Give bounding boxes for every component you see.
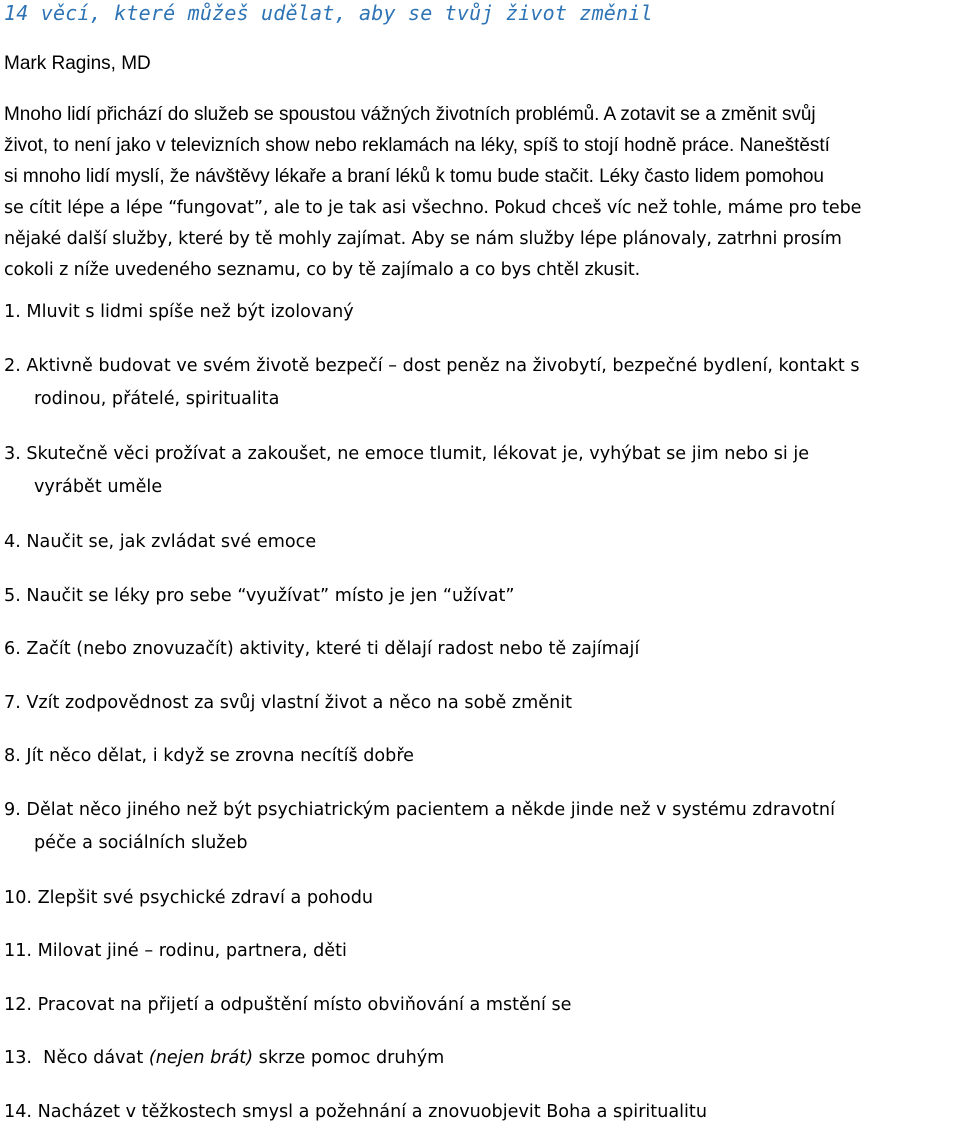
intro-paragraph bbox=[4, 99, 956, 286]
list-item bbox=[4, 687, 956, 720]
list-item bbox=[4, 989, 956, 1022]
item-text: Aktivně budovat ve svém životě bezpečí – dost peněz na živobytí, bezpečné bydlení, kontakt s bbox=[26, 356, 860, 376]
item-number: 2. bbox=[4, 356, 21, 376]
item-text-continued: vyrábět uměle bbox=[34, 477, 163, 497]
list-item bbox=[4, 1042, 956, 1075]
intro-line: Mnoho lidí přichází do služeb se spoustou vážných životních problémů. A zotavit se a změnit svůj bbox=[4, 104, 816, 125]
intro-line: cokoli z níže uvedeného seznamu, co by tě zajímalo a co bys chtěl zkusit. bbox=[4, 260, 641, 281]
item-number: 4. bbox=[4, 532, 21, 552]
item-number: 8. bbox=[4, 746, 21, 766]
intro-line: nějaké další služby, které by tě mohly zajímat. Aby se nám služby lépe plánovaly, zatrhni prosím bbox=[4, 228, 842, 249]
item-text: Začít (nebo znovuzačít) aktivity, které ti dělají radost nebo tě zajímají bbox=[26, 639, 640, 659]
item-text: Milovat jiné – rodinu, partnera, děti bbox=[37, 941, 347, 961]
item-text: Nacházet v těžkostech smysl a požehnání a znovuobjevit Boha a spiritualitu bbox=[37, 1102, 707, 1122]
item-text: Naučit se léky pro sebe “využívat” místo je jen “užívat” bbox=[26, 586, 515, 606]
item-text: Jít něco dělat, i když se zrovna necítíš dobře bbox=[26, 746, 415, 766]
item-number: 1. bbox=[4, 302, 21, 322]
list-item bbox=[4, 882, 956, 915]
list-item bbox=[4, 740, 956, 773]
item-text-part: Něco dávat bbox=[43, 1048, 149, 1068]
item-number: 9. bbox=[4, 800, 21, 820]
item-number: 13. bbox=[4, 1048, 32, 1068]
item-number: 6. bbox=[4, 639, 21, 659]
list-item bbox=[4, 633, 956, 666]
item-number: 3. bbox=[4, 444, 21, 464]
list-item bbox=[4, 350, 956, 416]
document-title: 14 věcí, které můžeš udělat, aby se tvůj život změnil bbox=[4, 1, 653, 25]
item-text-part: skrze pomoc druhým bbox=[253, 1048, 445, 1068]
item-text-italic: (nejen brát) bbox=[148, 1048, 254, 1068]
item-text: Pracovat na přijetí a odpuštění místo obviňování a mstění se bbox=[37, 995, 572, 1015]
item-text: Mluvit s lidmi spíše než být izolovaný bbox=[26, 302, 354, 322]
list-item bbox=[4, 296, 956, 329]
list-item bbox=[4, 438, 956, 504]
list-item bbox=[4, 580, 956, 613]
intro-line: si mnoho lidí myslí, že návštěvy lékaře a braní léků k tomu bude stačit. Léky často lidem pomohou bbox=[4, 166, 824, 188]
intro-line: se cítit lépe a lépe “fungovat”, ale to je tak asi všechno. Pokud chceš víc než tohle, máme pro tebe bbox=[4, 197, 862, 218]
list-item bbox=[4, 1096, 956, 1129]
item-text: Skutečně věci prožívat a zakoušet, ne emoce tlumit, lékovat je, vyhýbat se jim nebo si je bbox=[26, 444, 810, 464]
author-name: Mark Ragins, MD bbox=[4, 53, 151, 74]
item-number: 12. bbox=[4, 995, 32, 1015]
item-text-continued: rodinou, přátelé, spiritualita bbox=[34, 389, 280, 409]
item-text: Naučit se, jak zvládat své emoce bbox=[26, 532, 317, 552]
item-number: 10. bbox=[4, 888, 32, 908]
item-number: 7. bbox=[4, 693, 21, 713]
item-text: Vzít zodpovědnost za svůj vlastní život a něco na sobě změnit bbox=[26, 693, 573, 713]
item-text: Zlepšit své psychické zdraví a pohodu bbox=[37, 888, 374, 908]
item-number: 11. bbox=[4, 941, 32, 961]
list-item bbox=[4, 794, 956, 860]
item-number: 14. bbox=[4, 1102, 32, 1122]
item-text-continued: péče a sociálních služeb bbox=[34, 833, 248, 853]
item-number: 5. bbox=[4, 586, 21, 606]
list-item bbox=[4, 526, 956, 559]
item-text: Dělat něco jiného než být psychiatrickým pacientem a někde jinde než v systému zdravotní bbox=[26, 800, 835, 820]
intro-line: život, to není jako v televizních show nebo reklamách na léky, spíš to stojí hodně práce. Naneštěstí bbox=[4, 135, 830, 157]
item-text bbox=[38, 1048, 445, 1068]
list-item bbox=[4, 935, 956, 968]
